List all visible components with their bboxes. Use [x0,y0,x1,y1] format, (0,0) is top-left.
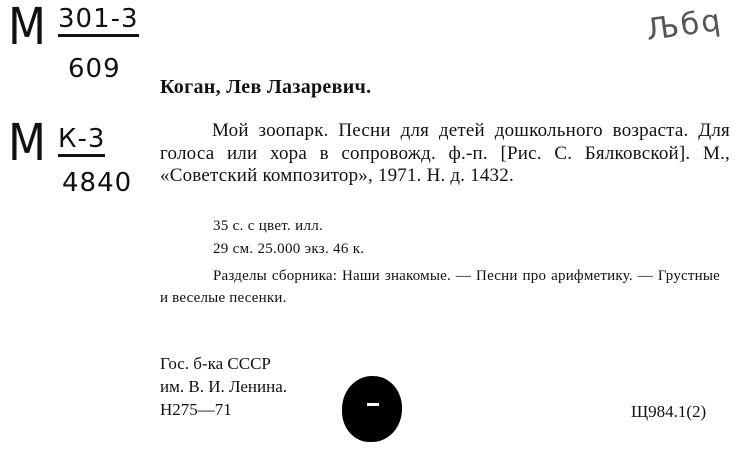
stamp-number-top: 609 [68,54,121,84]
library-line-3: Н275—71 [160,400,232,419]
ink-blot [342,376,402,442]
library-imprint [160,352,287,421]
stamp-code-second: К-3 [58,124,105,157]
library-line-2: им. В. И. Ленина. [160,377,288,396]
stamp-number-second: 4840 [62,168,133,198]
stamp-letter-top: М [8,0,47,57]
size-print-run-price: 29 см. 25.000 экз. 46 к. [213,241,365,257]
stamp-letter-second: М [8,114,47,173]
pencil-mark: Љбq [643,2,725,49]
author-heading: Коган, Лев Лазаревич. [160,76,372,98]
contents-note: Разделы сборника: Наши знакомые. — Песни про арифметику. — Грустные и веселые песенки. [160,268,720,306]
physical-description: 35 с. с цвет. илл. [213,218,324,234]
blot-mark [367,403,379,406]
stamp-code-top: 301-3 [58,4,139,37]
library-line-1: Гос. б-ка СССР [160,354,271,373]
shelfmark: Щ984.1(2) [631,402,707,421]
bibliographic-description: Мой зоопарк. Песни для детей дошкольного возраста. Для голоса или хора в сопровожд. ф.-п. [Рис. С. Бялковской]. М., «Советский композитор», 1971. Н. д. 1432. [160,120,730,186]
